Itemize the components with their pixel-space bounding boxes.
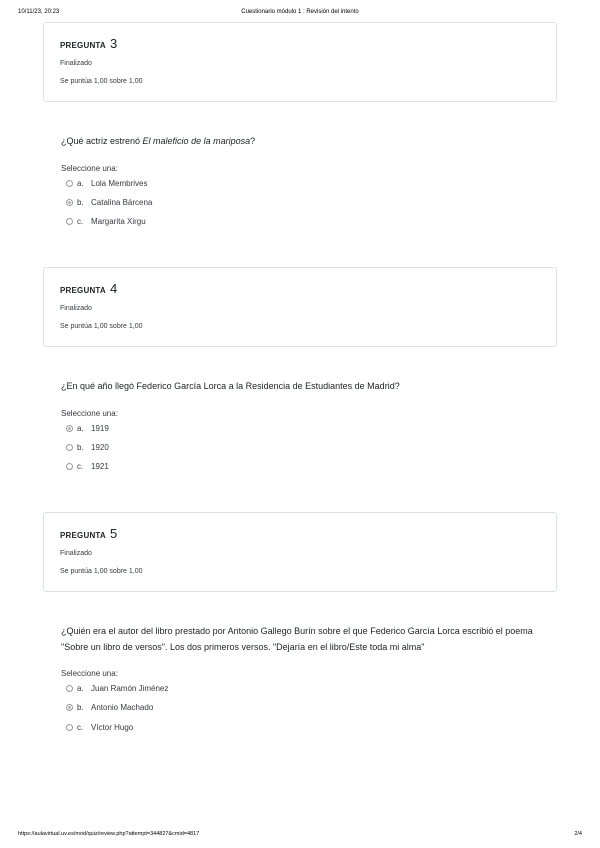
answer-letter: b. (77, 198, 84, 207)
answer-letter: b. (77, 443, 84, 452)
question-info-card-5 (43, 512, 557, 592)
question-label: PREGUNTA (60, 531, 106, 540)
question-text-5: ¿Quién era el autor del libro prestado por Antonio Gallego Burín sobre el que Federico García Lorca escribió el poema "Sobre un libro de versos". Los dos primeros versos. "Dejaría en el libro/Este toda mi alma" (61, 626, 533, 652)
answer-text: Lola Membrives (91, 179, 148, 188)
question-number-value: 3 (110, 36, 118, 51)
answer-letter: b. (77, 703, 84, 712)
radio-button[interactable] (66, 463, 73, 470)
question-text-part: ? (250, 136, 256, 146)
answer-letter: c. (77, 462, 84, 471)
answer-text: Antonio Machado (91, 703, 154, 712)
radio-button[interactable] (66, 180, 73, 187)
question-state: Finalizado (60, 305, 92, 312)
question-label: PREGUNTA (60, 41, 106, 50)
question-number (60, 281, 117, 296)
radio-button[interactable] (66, 444, 73, 451)
answer-letter: c. (77, 217, 84, 226)
question-grade: Se puntúa 1,00 sobre 1,00 (60, 568, 143, 575)
answer-text: Juan Ramón Jiménez (91, 684, 169, 693)
answer-letter: a. (77, 179, 84, 188)
answer-letter: a. (77, 684, 84, 693)
question-text-4: ¿En qué año llegó Federico García Lorca a la Residencia de Estudiantes de Madrid? (61, 381, 400, 391)
answer-text: Margarita Xirgu (91, 217, 146, 226)
question-grade: Se puntúa 1,00 sobre 1,00 (60, 78, 143, 85)
answer-text: 1921 (91, 462, 109, 471)
print-page-number: 2/4 (574, 831, 582, 837)
question-text-title: El maleficio de la mariposa (142, 136, 251, 146)
radio-button[interactable] (66, 218, 73, 225)
question-number (60, 36, 117, 51)
answer-prompt: Seleccione una: (61, 164, 118, 173)
answer-letter: a. (77, 424, 84, 433)
radio-button[interactable] (66, 685, 73, 692)
print-page-title: Cuestionario módulo 1 : Revisión del intento (241, 9, 359, 15)
answer-text: 1919 (91, 424, 109, 433)
question-info-card-4 (43, 267, 557, 347)
print-date: 10/11/23, 20:23 (18, 9, 60, 15)
question-info-card-3 (43, 22, 557, 102)
print-url: https://aulavirtual.uv.es/mod/quiz/review.php?attempt=344827&cmid=4817 (18, 831, 200, 837)
answer-text: Catalina Bárcena (91, 198, 153, 207)
question-state: Finalizado (60, 550, 92, 557)
answer-text: Víctor Hugo (91, 723, 134, 732)
answer-letter: c. (77, 723, 84, 732)
radio-button-selected[interactable] (66, 199, 73, 206)
question-text-3 (61, 133, 541, 149)
question-number-value: 4 (110, 281, 118, 296)
question-text-part: ¿Qué actriz estrenó (61, 136, 143, 146)
question-number (60, 526, 117, 541)
print-footer (18, 831, 582, 841)
print-header (18, 9, 582, 19)
radio-button-selected[interactable] (66, 425, 73, 432)
radio-button[interactable] (66, 724, 73, 731)
question-state: Finalizado (60, 60, 92, 67)
answer-prompt: Seleccione una: (61, 669, 118, 678)
question-label: PREGUNTA (60, 286, 106, 295)
question-grade: Se puntúa 1,00 sobre 1,00 (60, 323, 143, 330)
radio-button-selected[interactable] (66, 704, 73, 711)
answer-prompt: Seleccione una: (61, 409, 118, 418)
answer-text: 1920 (91, 443, 109, 452)
question-number-value: 5 (110, 526, 118, 541)
